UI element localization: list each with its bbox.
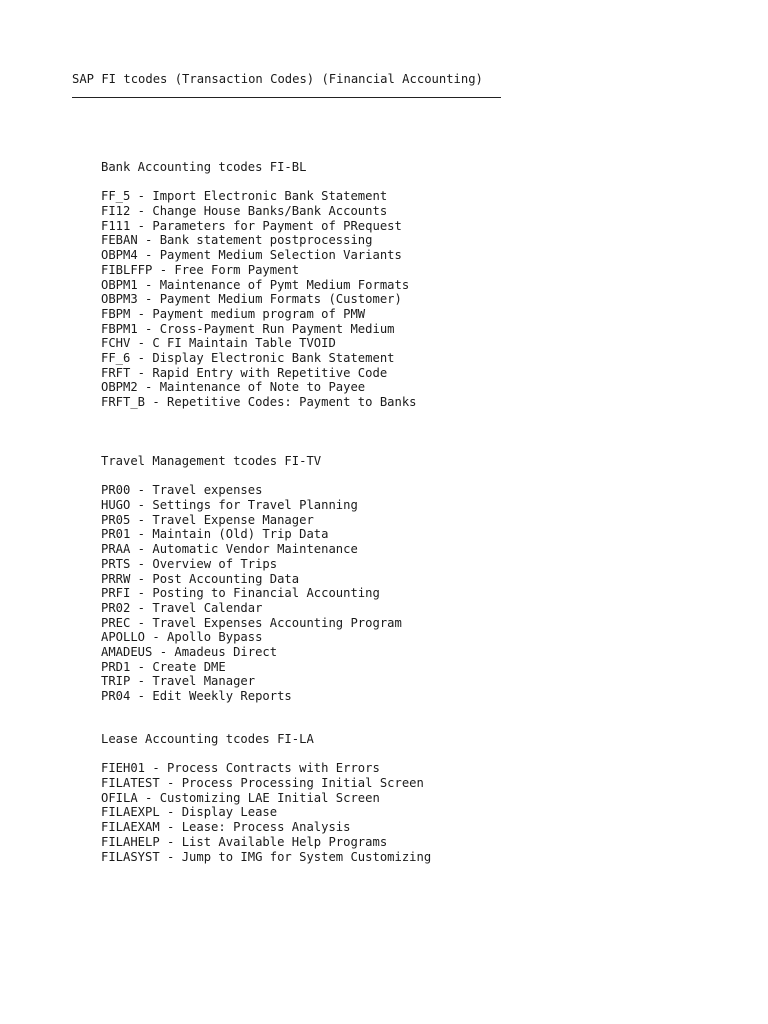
title-underline xyxy=(72,97,501,98)
section-bank-accounting xyxy=(101,160,417,410)
tcode-item: FI12 - Change House Banks/Bank Accounts xyxy=(101,204,388,219)
tcode-item: FRFT_B - Repetitive Codes: Payment to Banks xyxy=(101,395,417,409)
section-lease-accounting xyxy=(101,732,431,864)
tcode-item: FEBAN - Bank statement postprocessing xyxy=(101,233,373,248)
tcode-item: F111 - Parameters for Payment of PRequest xyxy=(101,218,402,233)
tcode-list xyxy=(101,761,431,864)
tcode-item: PRD1 - Create DME xyxy=(101,659,226,674)
tcode-item: FCHV - C FI Maintain Table TVOID xyxy=(101,336,336,351)
section-heading: Travel Management tcodes FI-TV xyxy=(101,454,322,468)
tcode-item: FILAEXPL - Display Lease xyxy=(101,805,278,820)
tcode-item: OFILA - Customizing LAE Initial Screen xyxy=(101,790,380,805)
tcode-item: PR05 - Travel Expense Manager xyxy=(101,512,314,527)
tcode-item: PRRW - Post Accounting Data xyxy=(101,571,300,586)
tcode-item: FF_6 - Display Electronic Bank Statement xyxy=(101,350,395,365)
tcode-item: FIEH01 - Process Contracts with Errors xyxy=(101,761,380,776)
tcode-item: FILASYST - Jump to IMG for System Customizing xyxy=(101,849,432,864)
tcode-item: FF_5 - Import Electronic Bank Statement xyxy=(101,189,388,204)
section-heading: Lease Accounting tcodes FI-LA xyxy=(101,732,314,746)
tcode-item: FILAHELP - List Available Help Programs xyxy=(101,834,388,849)
tcode-item: PR02 - Travel Calendar xyxy=(101,600,263,615)
tcode-item: PRTS - Overview of Trips xyxy=(101,556,278,571)
tcode-list xyxy=(101,189,417,409)
section-travel-management xyxy=(101,454,402,704)
tcode-item: PREC - Travel Expenses Accounting Program xyxy=(101,615,402,630)
document-title: SAP FI tcodes (Transaction Codes) (Financial Accounting) xyxy=(72,72,483,86)
tcode-item: FRFT - Rapid Entry with Repetitive Code xyxy=(101,365,388,380)
tcode-item: PR01 - Maintain (Old) Trip Data xyxy=(101,527,329,542)
tcode-item: PRAA - Automatic Vendor Maintenance xyxy=(101,542,358,557)
tcode-list xyxy=(101,483,402,703)
tcode-item: PR00 - Travel expenses xyxy=(101,483,263,498)
tcode-item: PR04 - Edit Weekly Reports xyxy=(101,689,292,703)
tcode-item: FBPM1 - Cross-Payment Run Payment Medium xyxy=(101,321,395,336)
tcode-item: OBPM3 - Payment Medium Formats (Customer) xyxy=(101,292,402,307)
tcode-item: FILATEST - Process Processing Initial Screen xyxy=(101,776,424,791)
tcode-item: OBPM1 - Maintenance of Pymt Medium Formats xyxy=(101,277,410,292)
tcode-item: APOLLO - Apollo Bypass xyxy=(101,630,263,645)
tcode-item: FIBLFFP - Free Form Payment xyxy=(101,262,300,277)
tcode-item: FILAEXAM - Lease: Process Analysis xyxy=(101,820,351,835)
section-heading: Bank Accounting tcodes FI-BL xyxy=(101,160,307,174)
tcode-item: HUGO - Settings for Travel Planning xyxy=(101,498,358,513)
tcode-item: TRIP - Travel Manager xyxy=(101,674,256,689)
tcode-item: OBPM4 - Payment Medium Selection Variants xyxy=(101,248,402,263)
tcode-item: OBPM2 - Maintenance of Note to Payee xyxy=(101,380,366,395)
tcode-item: AMADEUS - Amadeus Direct xyxy=(101,644,278,659)
tcode-item: FBPM - Payment medium program of PMW xyxy=(101,306,366,321)
tcode-item: PRFI - Posting to Financial Accounting xyxy=(101,586,380,601)
